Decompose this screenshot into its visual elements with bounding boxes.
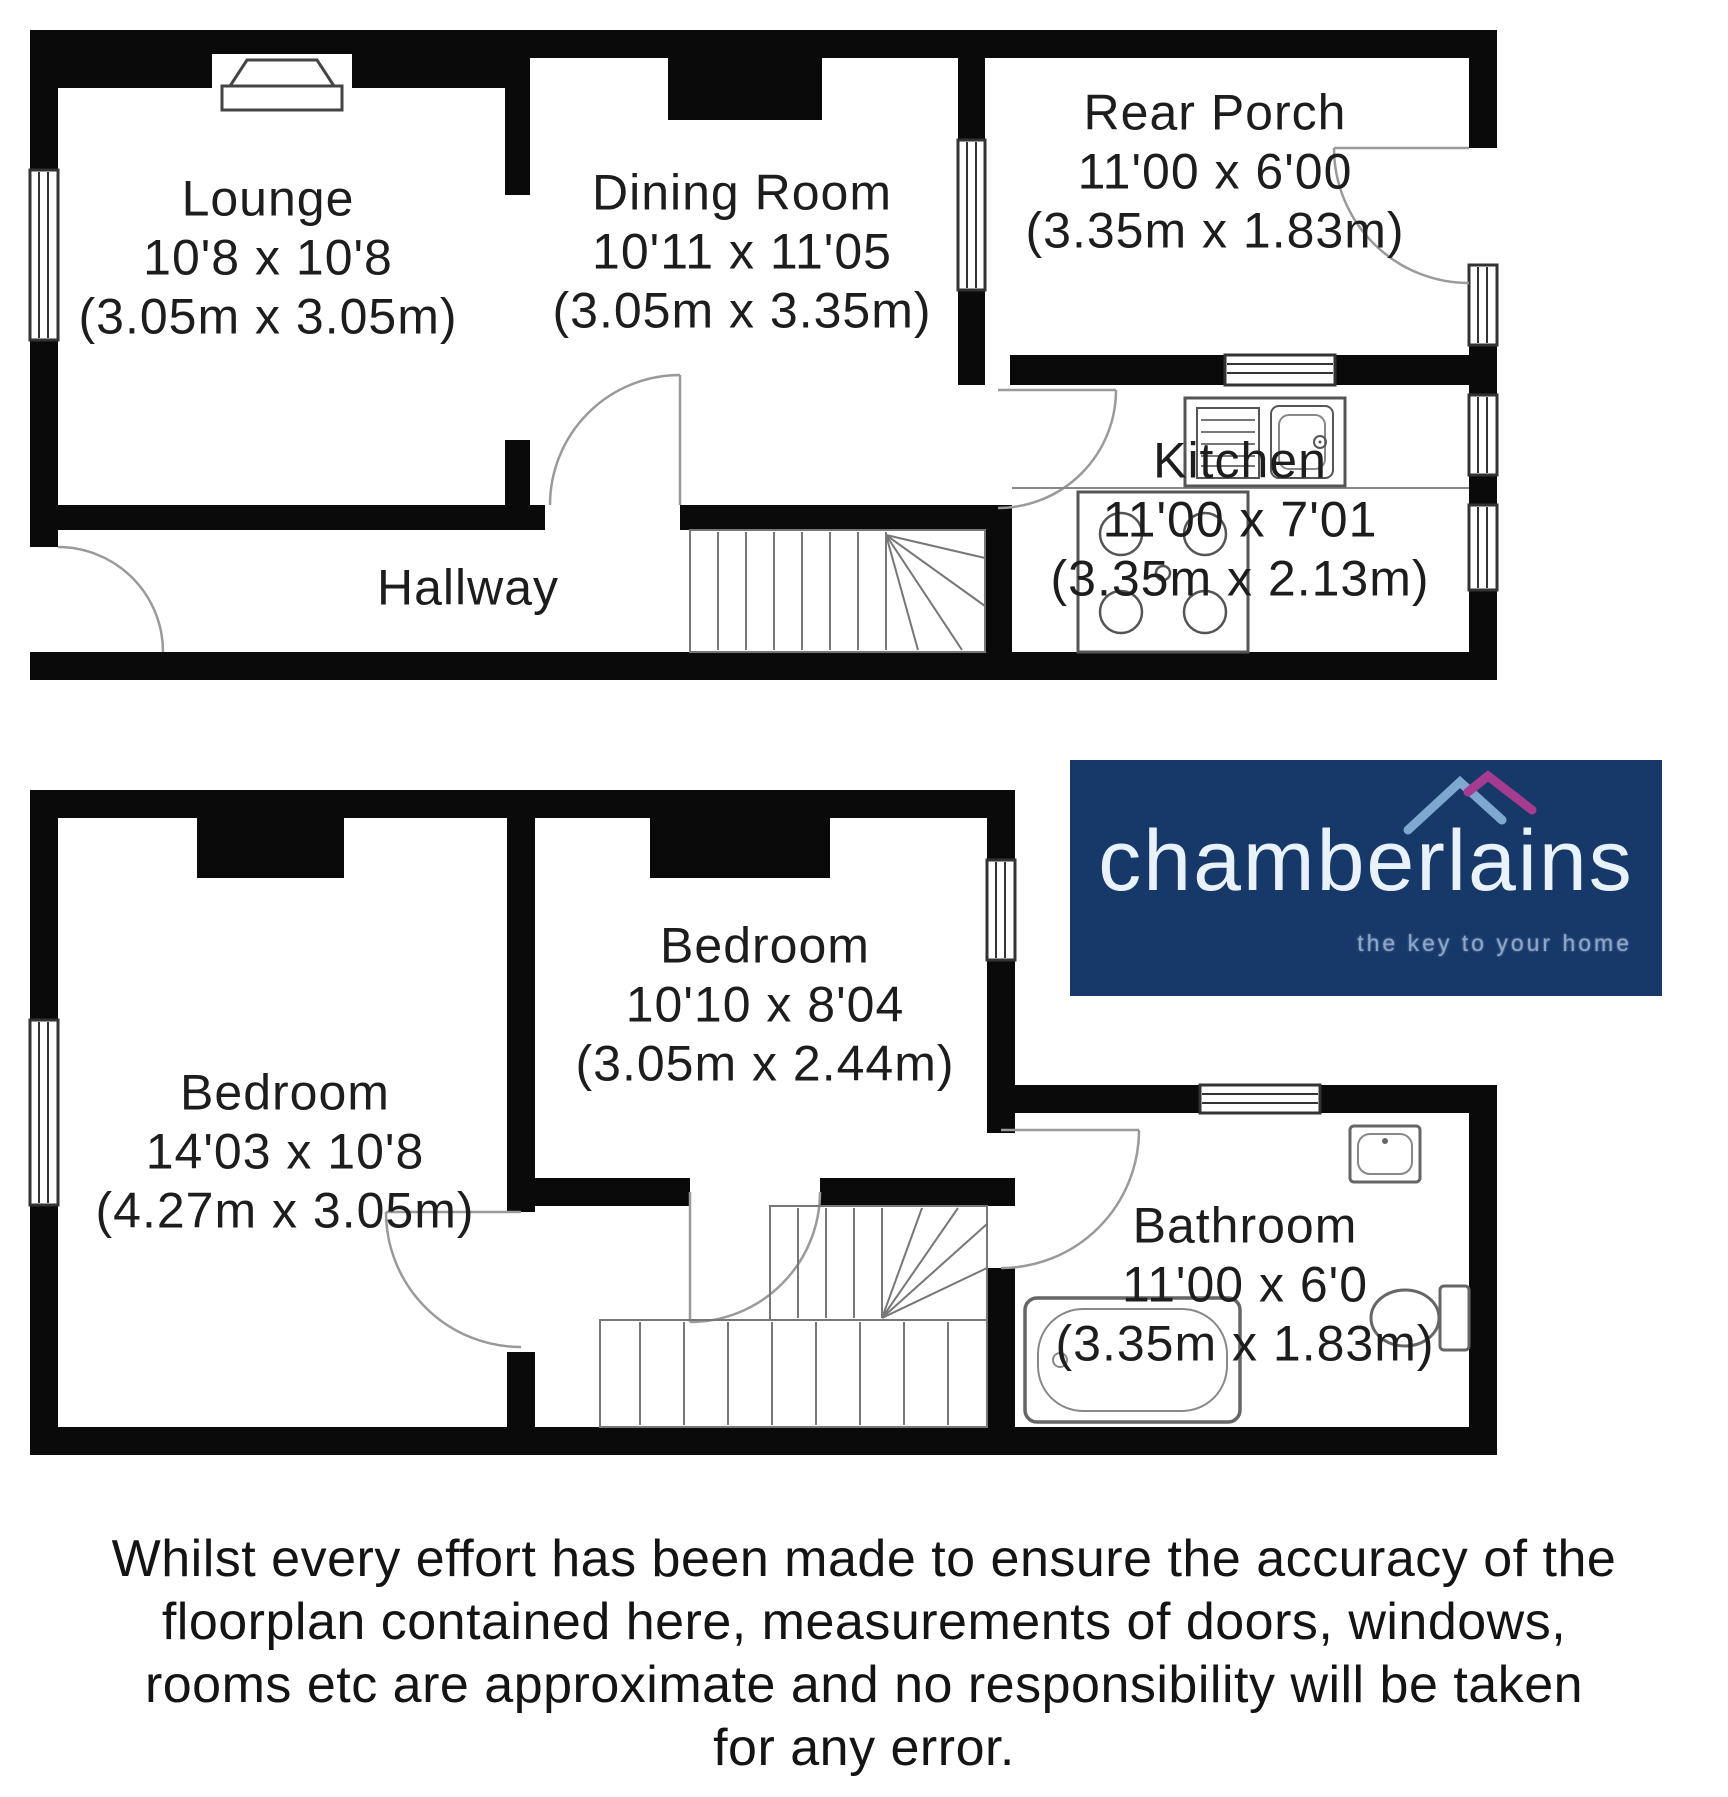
disclaimer-line: Whilst every effort has been made to ensure the accuracy of the: [111, 1530, 1617, 1588]
disclaimer-line: floorplan contained here, measurements of doors, windows,: [161, 1593, 1567, 1651]
room-name: Kitchen: [1153, 432, 1327, 489]
window-porch-left: [958, 140, 985, 290]
room-label-bedroom-2: [575, 917, 954, 1094]
room-name: Bedroom: [660, 917, 870, 974]
room-name: Bedroom: [180, 1064, 390, 1121]
room-dim-imperial: 11'00 x 6'00: [1077, 143, 1353, 200]
window-kitchen-hatch: [1225, 355, 1335, 385]
room-label-dining-room: [552, 164, 931, 341]
disclaimer-text: [0, 1528, 1728, 1780]
disclaimer-line: rooms etc are approximate and no responsibility will be taken: [144, 1656, 1584, 1714]
room-dim-metric: (3.35m x 1.83m): [1025, 202, 1405, 259]
room-label-rear-porch: [1025, 84, 1404, 261]
logo-brand-text: chamberlains: [1098, 813, 1634, 909]
room-dim-imperial: 14'03 x 10'8: [145, 1123, 425, 1180]
room-dim-metric: (3.05m x 3.05m): [78, 288, 458, 345]
room-dim-metric: (3.35m x 2.13m): [1050, 550, 1430, 607]
room-label-kitchen: [1050, 432, 1429, 609]
window-bathroom-top: [1200, 1085, 1320, 1113]
room-dim-metric: (3.05m x 2.44m): [575, 1035, 955, 1092]
agency-logo: [1070, 760, 1662, 996]
window-bedroom2-right: [987, 860, 1015, 960]
front-door-arc: [58, 547, 163, 652]
fireplace: [212, 54, 352, 110]
room-dim-imperial: 10'10 x 8'04: [625, 976, 905, 1033]
window-bedroom1-left: [30, 1020, 58, 1205]
room-dim-metric: (3.05m x 3.35m): [552, 282, 932, 339]
room-dim-imperial: 11'00 x 6'0: [1121, 1256, 1369, 1313]
window-lounge-left: [30, 170, 58, 340]
room-name: Dining Room: [591, 164, 893, 221]
room-dim-imperial: 10'11 x 11'05: [592, 223, 892, 280]
room-dim-metric: (4.27m x 3.05m): [95, 1182, 475, 1239]
room-name: Bathroom: [1132, 1197, 1358, 1254]
room-label-hallway: [377, 559, 559, 618]
room-name: Hallway: [376, 559, 560, 616]
bedroom2-door-arc: [690, 1192, 820, 1322]
disclaimer-line: for any error.: [713, 1719, 1015, 1777]
stairs-ground: [690, 530, 985, 652]
stairs-first: [600, 1206, 987, 1427]
room-dim-imperial: 10'8 x 10'8: [143, 229, 393, 286]
logo-tagline: the key to your home: [1357, 930, 1632, 956]
room-dim-metric: (3.35m x 1.83m): [1055, 1315, 1435, 1372]
bathroom-sink: [1350, 1126, 1420, 1182]
dining-door-arc: [550, 375, 680, 505]
window-porch-right: [1469, 265, 1497, 345]
room-dim-imperial: 11'00 x 7'01: [1102, 491, 1378, 548]
room-name: Rear Porch: [1083, 84, 1347, 141]
room-name: Lounge: [181, 170, 355, 227]
front-door-opening: [30, 547, 58, 652]
room-label-lounge: [78, 170, 457, 347]
room-label-bathroom: [1055, 1197, 1434, 1374]
window-kitchen-right-1: [1469, 395, 1497, 475]
room-label-bedroom-1: [95, 1064, 474, 1241]
window-kitchen-right-2: [1469, 505, 1497, 590]
